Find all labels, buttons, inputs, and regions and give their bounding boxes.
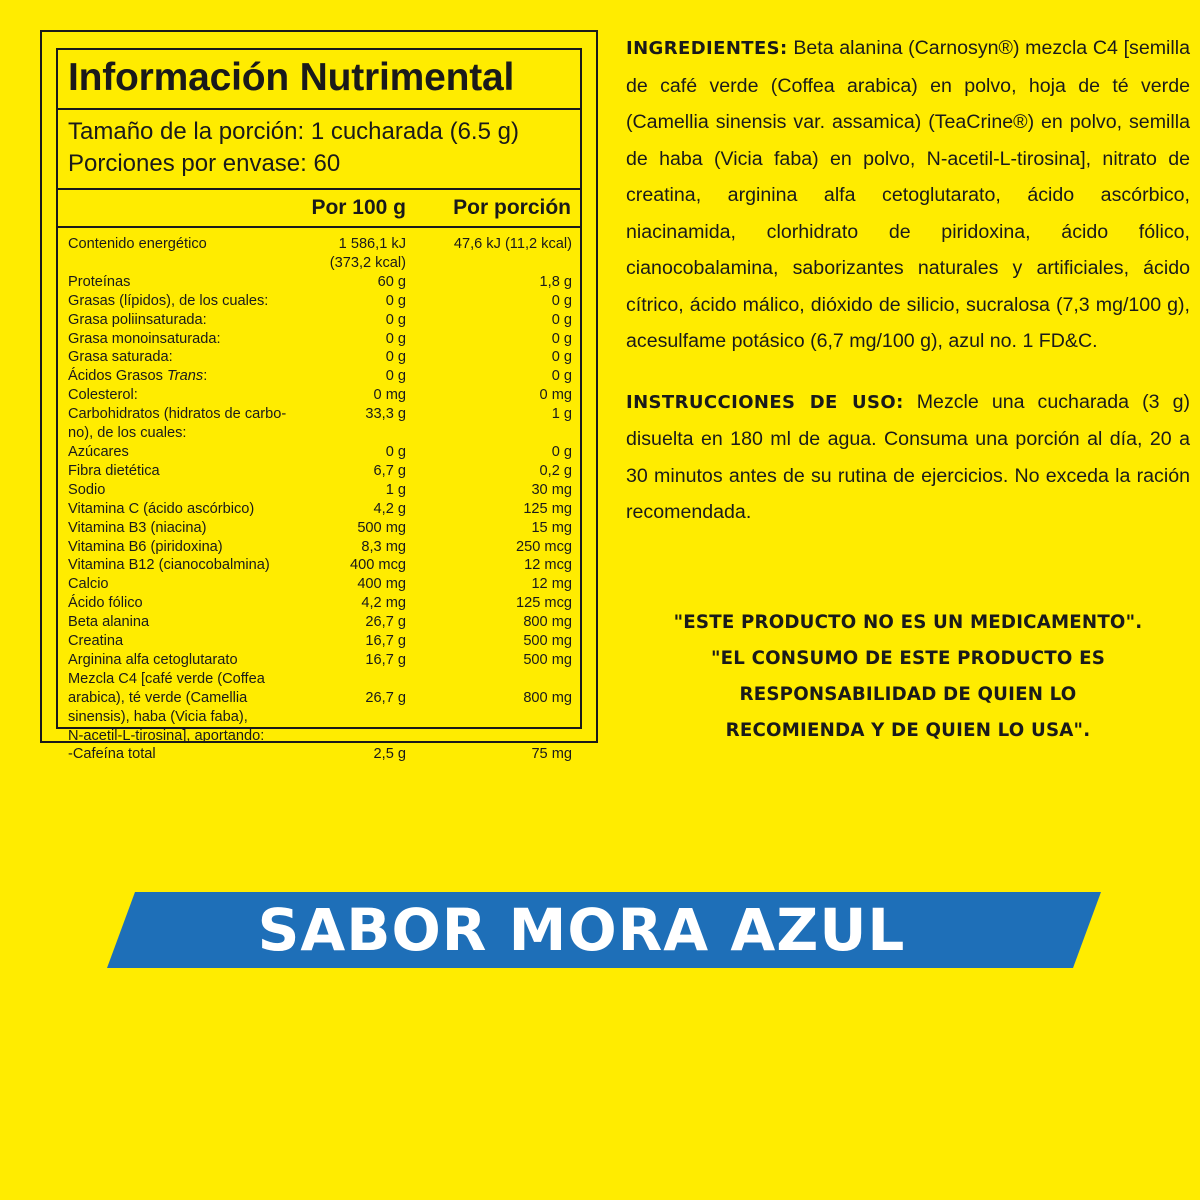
nutrient-row xyxy=(58,670,580,689)
nutrient-per100: 0 g xyxy=(385,330,406,347)
nutrient-row xyxy=(58,632,580,651)
nutrient-name: Contenido energético xyxy=(68,236,207,252)
nutrient-row xyxy=(58,689,580,708)
nutrient-per100 xyxy=(306,727,406,746)
serving-info xyxy=(58,110,580,190)
nutrient-row xyxy=(58,405,580,443)
nutrient-row xyxy=(58,292,580,311)
nutrient-per100: 500 mg xyxy=(357,519,406,536)
nutrient-row xyxy=(58,519,580,538)
nutrient-per100: 60 g xyxy=(377,273,406,290)
nutrient-row xyxy=(58,500,580,519)
nutrient-per100: 26,7 g xyxy=(365,614,406,631)
nutrient-row xyxy=(58,443,580,462)
warning-line-3: RESPONSABILIDAD DE QUIEN LO xyxy=(739,684,1077,705)
nutrient-row xyxy=(58,727,580,746)
flavor-text: SABOR MORA AZUL xyxy=(257,896,906,964)
nutrient-per100: 0 mg xyxy=(373,387,406,404)
nutrient-name: Colesterol: xyxy=(68,387,138,404)
nutrient-perserving: 0 g xyxy=(551,330,572,347)
nutrient-name: Mezcla C4 [café verde (Coffea xyxy=(68,670,265,687)
nutrient-name: Vitamina B12 (cianocobalmina) xyxy=(68,557,270,574)
nutrient-per100: 0 g xyxy=(385,349,406,366)
nutrient-name: Vitamina B3 (niacina) xyxy=(68,519,207,536)
nutrient-name: Beta alanina xyxy=(68,614,150,631)
nutrient-name: Azúcares xyxy=(68,443,129,460)
flavor-banner xyxy=(107,892,1101,968)
nutrition-title: Información Nutrimental xyxy=(58,50,580,110)
nutrient-name: Calcio xyxy=(68,576,109,593)
nutrient-per100: 400 mg xyxy=(357,576,406,593)
nutrient-perserving: 12 mg xyxy=(531,576,572,593)
serving-size: Tamaño de la porción: 1 cucharada (6.5 g) xyxy=(68,118,519,145)
nutrient-per100: 4,2 mg xyxy=(361,595,406,612)
nutrient-per100: 8,3 mg xyxy=(361,538,406,555)
nutrient-row xyxy=(58,594,580,613)
nutrient-row xyxy=(58,745,580,764)
nutrient-name: Proteínas xyxy=(68,273,131,290)
nutrient-row xyxy=(58,273,580,292)
nutrient-perserving: 47,6 kJ (11,2 kcal) xyxy=(453,236,572,252)
nutrient-perserving: 800 mg xyxy=(523,614,572,631)
nutrient-perserving: 1,8 g xyxy=(539,273,572,290)
nutrient-perserving xyxy=(406,727,572,746)
nutrient-per100: 2,5 g xyxy=(373,746,406,763)
nutrient-perserving: 30 mg xyxy=(531,481,572,498)
nutrient-perserving: 125 mg xyxy=(523,500,572,517)
nutrient-per100: 33,3 g xyxy=(365,406,406,423)
servings-per-container: Porciones por envase: 60 xyxy=(68,150,341,177)
nutrient-name: N-acetil-L-tirosina], aportando: xyxy=(68,727,265,744)
nutrient-per100: 1 586,1 kJ (373,2 kcal) xyxy=(329,236,406,271)
nutrient-name: Creatina xyxy=(68,633,124,650)
nutrient-perserving: 500 mg xyxy=(523,633,572,650)
nutrient-perserving: 800 mg xyxy=(523,689,572,706)
nutrition-table xyxy=(56,48,582,763)
nutrient-per100: 0 g xyxy=(385,292,406,309)
nutrient-perserving: 500 mg xyxy=(523,651,572,668)
nutrient-name: Ácidos Grasos Trans: xyxy=(68,368,208,385)
nutrient-per100: 0 g xyxy=(385,443,406,460)
nutrient-per100: 1 g xyxy=(385,481,406,498)
instructions-paragraph xyxy=(626,384,1190,531)
nutrient-per100 xyxy=(306,708,406,727)
nutrient-name: Sodio xyxy=(68,481,106,498)
nutrient-row xyxy=(58,613,580,632)
nutrient-name: arabica), té verde (Camellia xyxy=(68,689,248,706)
nutrient-row xyxy=(58,538,580,557)
nutrient-row xyxy=(58,651,580,670)
nutrient-name: Vitamina B6 (piridoxina) xyxy=(68,538,223,555)
instructions-label: INSTRUCCIONES DE USO: xyxy=(626,391,904,413)
nutrition-facts-panel xyxy=(40,30,598,763)
ingredients-label: INGREDIENTES: xyxy=(626,38,788,59)
nutrient-per100 xyxy=(306,670,406,689)
nutrient-per100: 0 g xyxy=(385,368,406,385)
nutrient-perserving: 125 mcg xyxy=(516,595,572,612)
nutrient-row xyxy=(58,348,580,367)
nutrient-per100: 4,2 g xyxy=(373,500,406,517)
nutrient-per100: 400 mcg xyxy=(350,557,406,574)
nutrient-perserving: 15 mg xyxy=(531,519,572,536)
nutrient-row xyxy=(58,462,580,481)
nutrient-per100: 16,7 g xyxy=(365,651,406,668)
nutrient-name: Arginina alfa cetoglutarato xyxy=(68,651,238,668)
nutrient-perserving: 0 g xyxy=(551,349,572,366)
nutrient-row xyxy=(58,386,580,405)
nutrient-name: sinensis), haba (Vicia faba), xyxy=(68,708,248,725)
nutrient-perserving: 0 g xyxy=(551,443,572,460)
nutrient-per100: 0 g xyxy=(385,311,406,328)
nutrient-row xyxy=(58,311,580,330)
nutrient-name: Grasa poliinsaturada: xyxy=(68,311,207,328)
nutrient-name: Ácido fólico xyxy=(68,595,143,612)
nutrient-name: -Cafeína total xyxy=(68,746,156,763)
nutrient-perserving: 0 g xyxy=(551,368,572,385)
nutrient-name: Fibra dietética xyxy=(68,462,160,479)
nutrient-rows xyxy=(58,228,580,764)
nutrient-row xyxy=(58,481,580,500)
col-per100-header: Por 100 g xyxy=(311,196,406,219)
ingredients-paragraph xyxy=(626,30,1190,360)
instructions-text: Mezcle una cucharada (3 g) disuelta en 180 ml de agua. Consuma una porción al día, 20 a 30 minutos antes de su rutina de ejercicios. No exceda la ración recomendada. xyxy=(626,390,1190,523)
nutrient-perserving: 75 mg xyxy=(531,746,572,763)
nutrient-row xyxy=(58,367,580,386)
nutrient-name: Grasa monoinsaturada: xyxy=(68,330,221,347)
nutrient-per100: 16,7 g xyxy=(365,633,406,650)
warning-line-4: RECOMIENDA Y DE QUIEN LO USA". xyxy=(725,720,1091,741)
col-perserving-header: Por porción xyxy=(453,196,571,219)
legal-warning xyxy=(620,605,1196,749)
nutrient-perserving: 0 g xyxy=(551,311,572,328)
nutrient-perserving xyxy=(406,670,572,689)
nutrient-name: Carbohidratos (hidratos de carbo- no), de los cuales: xyxy=(68,406,287,442)
nutrient-per100: 6,7 g xyxy=(373,462,406,479)
nutrient-row xyxy=(58,556,580,575)
nutrient-name: Grasas (lípidos), de los cuales: xyxy=(68,292,269,309)
nutrient-perserving: 0 g xyxy=(551,292,572,309)
ingredients-text: Beta alanina (Carnosyn®) mezcla C4 [semilla de café verde (Coffea arabica) en polvo, hoja de té verde (Camellia sinensis var. assamica) (TeaCrine®) en polvo, semilla de haba (Vicia faba) en polvo, N-acetil-L-tirosina], nitrato de creatina, arginina alfa cetoglutarato, ácido ascórbico, niacinamida, clorhidrato de piridoxina, ácido fólico, cianocobalamina, saborizantes naturales y artificiales, ácido cítrico, ácido málico, dióxido de silicio, sucralosa (7,3 mg/100 g), acesulfame potásico (6,7 mg/100 g), azul no. 1 FD&C. xyxy=(626,37,1190,352)
warning-line-2: "EL CONSUMO DE ESTE PRODUCTO ES xyxy=(710,648,1106,669)
product-text xyxy=(626,30,1190,531)
nutrient-perserving: 250 mcg xyxy=(516,538,572,555)
nutrient-perserving: 0 mg xyxy=(539,387,572,404)
nutrient-row xyxy=(58,330,580,349)
column-headers xyxy=(58,190,580,228)
nutrient-row xyxy=(58,575,580,594)
nutrient-name: Vitamina C (ácido ascórbico) xyxy=(68,500,255,517)
nutrient-perserving xyxy=(406,708,572,727)
warning-line-1: "ESTE PRODUCTO NO ES UN MEDICAMENTO". xyxy=(673,612,1143,633)
nutrient-perserving: 0,2 g xyxy=(539,462,572,479)
nutrient-name: Grasa saturada: xyxy=(68,349,173,366)
nutrient-perserving: 1 g xyxy=(551,406,572,423)
nutrient-per100: 26,7 g xyxy=(365,689,406,706)
nutrient-row xyxy=(58,708,580,727)
nutrient-perserving: 12 mcg xyxy=(524,557,572,574)
nutrient-row xyxy=(58,235,580,273)
